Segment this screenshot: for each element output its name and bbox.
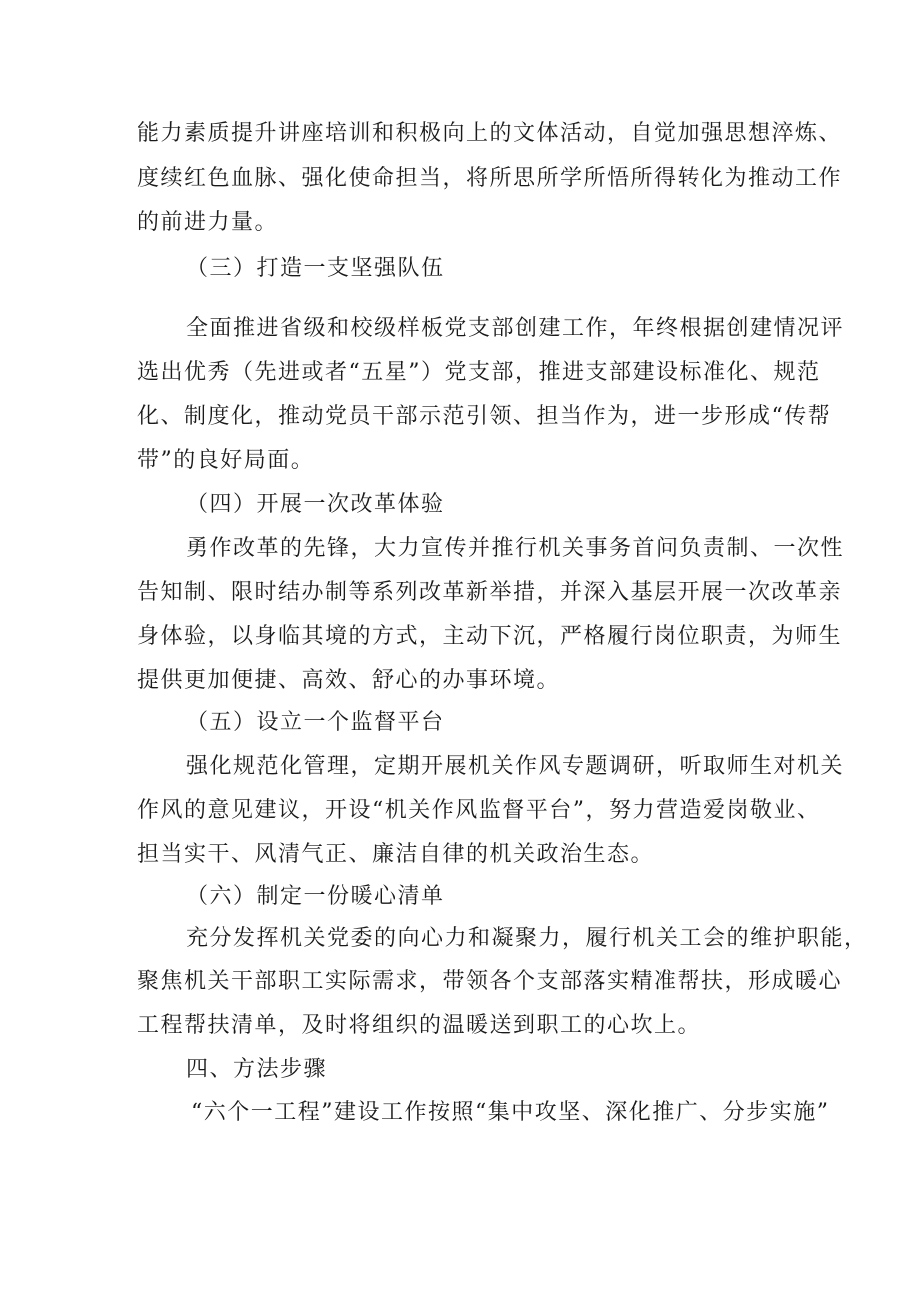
paragraph-line: 选出优秀（先进或者“五星”）党支部，推进支部建设标准化、规范 — [137, 360, 821, 385]
paragraph-line: 全面推进省级和校级样板党支部创建工作，年终根据创建情况评 — [186, 316, 845, 341]
paragraph-line: 提供更加便捷、高效、舒心的办事环境。 — [137, 668, 561, 693]
paragraph-line: 工程帮扶清单，及时将组织的温暖送到职工的心坎上。 — [137, 1013, 702, 1038]
paragraph-line: 带”的良好局面。 — [137, 448, 315, 473]
paragraph-line: 化、制度化，推动党员干部示范引领、担当作为，进一步形成“传帮 — [137, 404, 832, 429]
paragraph-line: 身体验，以身临其境的方式，主动下沉，严格履行岗位职责，为师生 — [137, 624, 843, 649]
paragraph-line: 的前进力量。 — [137, 210, 279, 235]
paragraph-line: 作风的意见建议，开设“机关作风监督平台”，努力营造爱岗敬业、 — [137, 798, 821, 823]
paragraph-line: 强化规范化管理，定期开展机关作风专题调研，听取师生对机关 — [186, 754, 845, 779]
section-heading-3: （三）打造一支坚强队伍 — [186, 256, 445, 281]
paragraph-line: “六个一工程”建设工作按照“集中攻坚、深化推广、分步实施” — [191, 1100, 830, 1125]
paragraph-line: 勇作改革的先锋，大力宣传并推行机关事务首问负责制、一次性 — [186, 536, 845, 561]
section-heading-6: （六）制定一份暖心清单 — [186, 884, 445, 909]
paragraph-line: 聚焦机关干部职工实际需求，带领各个支部落实精准帮扶，形成暖心 — [137, 969, 843, 994]
section-heading-four: 四、方法步骤 — [186, 1057, 328, 1082]
paragraph-line: 担当实干、风清气正、廉洁自律的机关政治生态。 — [137, 842, 655, 867]
section-heading-5: （五）设立一个监督平台 — [186, 710, 445, 735]
paragraph-line: 充分发挥机关党委的向心力和凝聚力，履行机关工会的维护职能， — [186, 926, 868, 951]
paragraph-line: 能力素质提升讲座培训和积极向上的文体活动，自觉加强思想淬炼、 — [137, 121, 843, 146]
section-heading-4: （四）开展一次改革体验 — [186, 492, 445, 517]
paragraph-line: 告知制、限时结办制等系列改革新举措，并深入基层开展一次改革亲 — [137, 580, 843, 605]
paragraph-line: 度续红色血脉、强化使命担当，将所思所学所悟所得转化为推动工作 — [137, 166, 843, 191]
